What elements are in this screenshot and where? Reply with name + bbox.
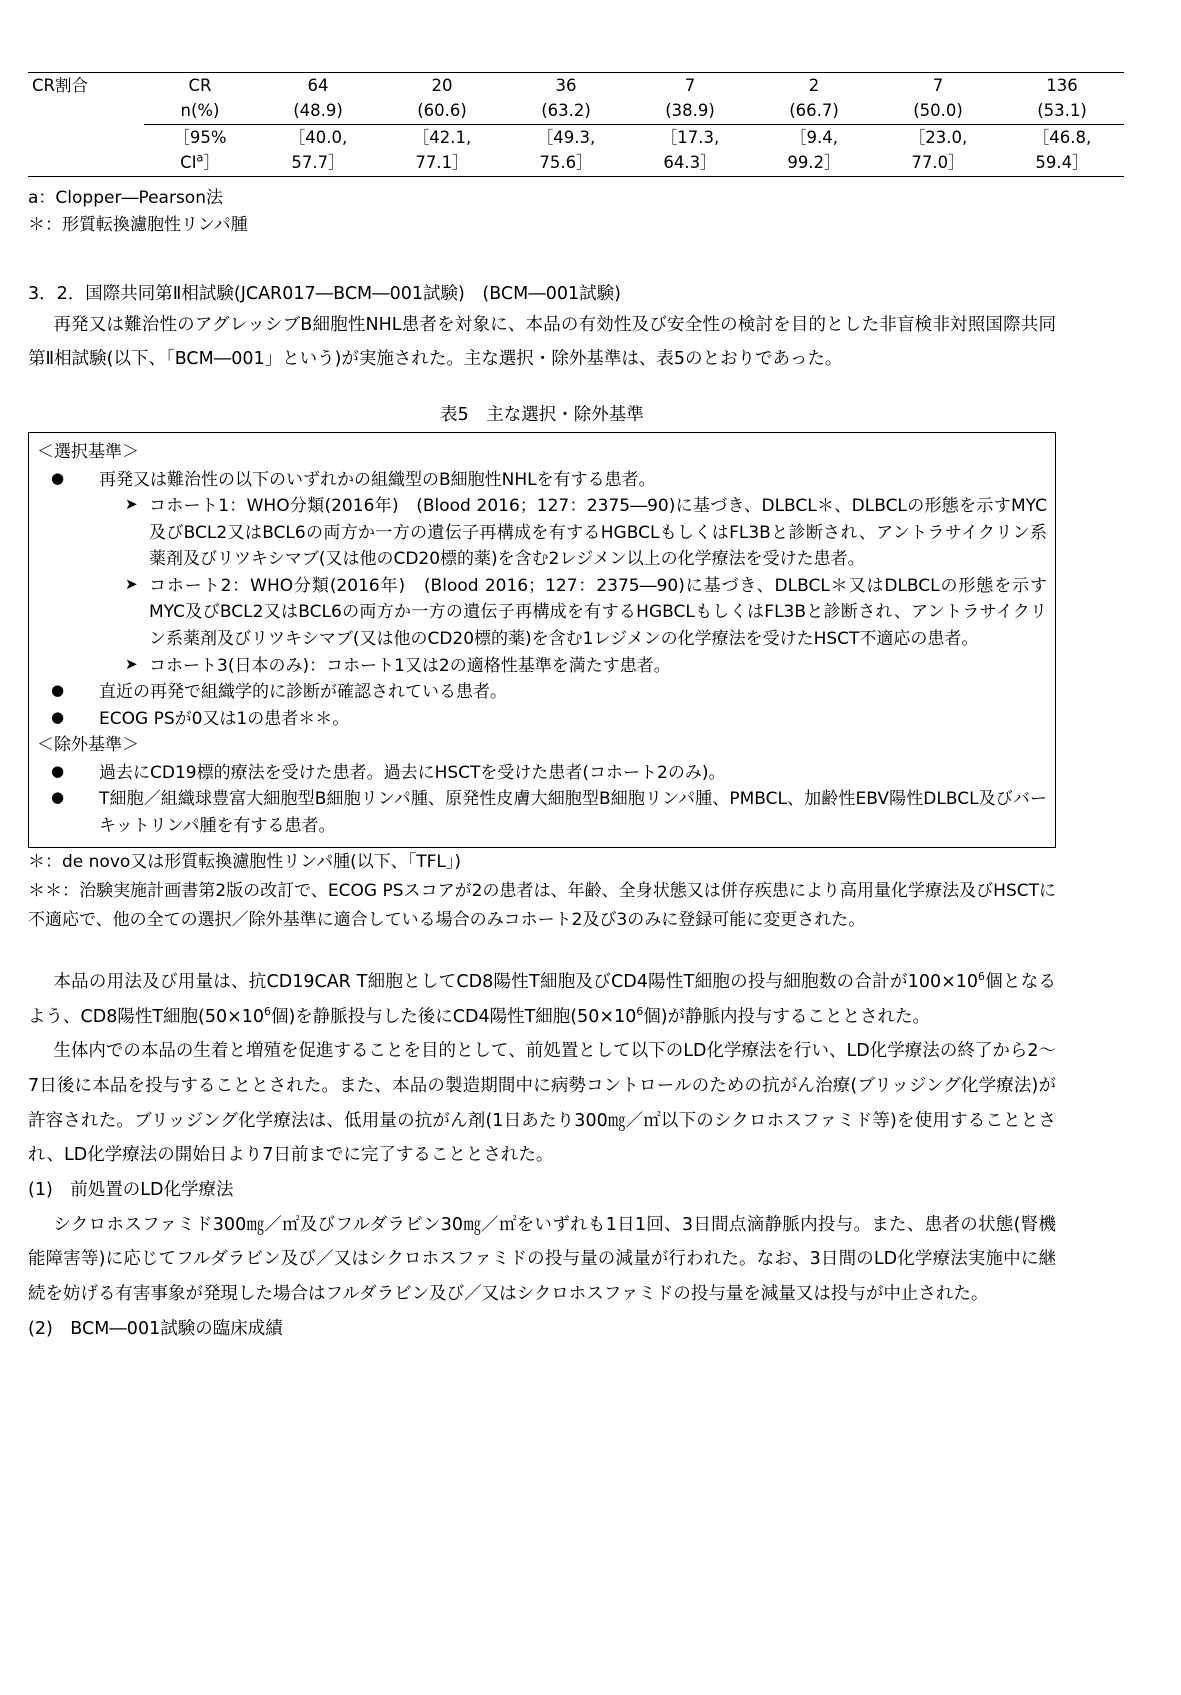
dosing-paragraph-2: 生体内での本品の生着と増殖を促進することを目的として、前処置として以下のLD化学療法を行い、LD化学療法の終了から2〜7日後に本品を投与することとされた。また、本品の製造期間中に病勢コントロールのための抗がん治療(ブリッジング化学療法)が許容された。ブリッジング化学療法は、低用量の抗がん剤(1日あたり300㎎／㎡以下のシクロホスファミド等)を使用することとされ、LD化学療法の開始日より7日前までに完了することとされた。 — [28, 1041, 1056, 1166]
disc-bullet-icon: ● — [51, 681, 65, 700]
disc-bullet-icon: ● — [51, 468, 65, 487]
disc-bullet-icon: ● — [51, 707, 65, 726]
list-item — [37, 679, 1047, 706]
cell-value: (63.2) — [541, 101, 591, 121]
cell-value: (60.6) — [417, 101, 467, 121]
cell-value: 99.2］ — [752, 150, 876, 176]
row-stat: ［95% — [144, 124, 256, 150]
list-item-label: 再発又は難治性の以下のいずれかの組織型のB細胞性NHLを有する患者。 — [99, 469, 656, 490]
list-item — [37, 786, 1047, 839]
row-label — [28, 150, 144, 176]
arrow-bullet-icon: ➤ — [125, 495, 138, 514]
table-note: ＊：形質転換濾胞性リンパ腫 — [28, 215, 248, 236]
list-item-1-paragraph: シクロホスファミド300㎎／㎡及びフルダラビン30㎎／㎡をいずれも1日1回、3日間点滴静脈内投与。また、患者の状態(腎機能障害等)に応じてフルダラビン及び／又はシクロホスファミドの投与量の減量が行われた。なお、3日間のLD化学療法実施中に継続を妨げる有害事象が発現した場合はフルダラビン及び／又はシクロホスファミドの投与量を減量又は投与が中止された。 — [28, 1214, 1056, 1304]
list-item-label: ECOG PSが0又は1の患者＊＊。 — [99, 708, 350, 729]
dosing-part: 本品の用法及び用量は、抗CD19CAR T細胞としてCD8陽性T細胞及びCD4陽性T細胞の投与細胞数の合計が100×10 — [53, 972, 979, 993]
cell-value: 136 — [1000, 73, 1124, 99]
list-item-1-label: (1) 前処置のLD化学療法 — [28, 1179, 234, 1200]
row-label — [28, 98, 144, 124]
disc-bullet-icon: ● — [51, 788, 65, 807]
exponent: 6 — [978, 970, 985, 984]
footnote-single-asterisk — [28, 848, 1056, 877]
table5-footnotes — [28, 848, 1056, 935]
list-item — [37, 467, 1047, 494]
cell-value: 77.0］ — [876, 150, 1000, 176]
cell-value: 64.3］ — [628, 150, 752, 176]
cell-value: 7 — [628, 73, 752, 99]
cell-value: 64 — [256, 73, 380, 99]
cell-value: ［17.3, — [628, 124, 752, 150]
row-label: CR割合 — [28, 73, 144, 99]
ci-suffix: ］ — [203, 153, 220, 173]
row-label — [28, 124, 144, 150]
list-item — [37, 760, 1047, 787]
criteria-box — [28, 432, 1056, 848]
table-row — [28, 150, 1124, 176]
table-row — [28, 73, 1124, 99]
footnote-marker: ＊： — [28, 852, 62, 873]
exponent: 6 — [264, 1004, 271, 1018]
row-stat-ci — [144, 150, 256, 176]
cell-value: 77.1］ — [380, 150, 504, 176]
cell-value: (48.9) — [293, 101, 343, 121]
dosing-paragraph-1 — [28, 965, 1056, 1034]
cell-value: 7 — [876, 73, 1000, 99]
cell-value: (38.9) — [665, 101, 715, 121]
footnote-text: 治験実施計画書第2版の改訂で、ECOG PSスコアが2の患者は、年齢、全身状態又は併存疾患により高用量化学療法及びHSCTに不適応で、他の全ての選択／除外基準に適合している場合のみコホート2及び3のみに登録可能に変更された。 — [28, 881, 1057, 931]
row-stat: n(%) — [180, 101, 220, 121]
list-item-label: コホート1：WHO分類(2016年) (Blood 2016；127：2375―90)に基づき、DLBCL＊、DLBCLの形態を示すMYC及びBCL2又はBCL6の両方か一方の遺伝子再構成を有するHGBCLもしくはFL3Bと診断され、アントラサイクリン系薬剤及びリツキシマブ(又は他のCD20標的薬)を含む2レジメン以上の化学療法を受けた患者。 — [149, 496, 1047, 570]
inclusion-criteria-header: ＜選択基準＞ — [37, 442, 139, 463]
list-item — [37, 706, 1047, 733]
dosing-part: 個)が静脈内投与することとされた。 — [643, 1006, 931, 1027]
cell-value: ［42.1, — [380, 124, 504, 150]
section-paragraph: 再発又は難治性のアグレッシブB細胞性NHL患者を対象に、本品の有効性及び安全性の検討を目的とした非盲検非対照国際共同第Ⅱ相試験(以下、「BCM―001」という)が実施された。主な選択・除外基準は、表5のとおりであった。 — [28, 314, 1056, 370]
dosing-part: 個)を静脈投与した後にCD4陽性T細胞(50×10 — [270, 1006, 637, 1027]
section-heading: 3．2．国際共同第Ⅱ相試験(JCAR017―BCM―001試験) (BCM―001試験) — [28, 283, 621, 304]
footnote-text: de novo又は形質転換濾胞性リンパ腫(以下、「TFL」) — [62, 852, 461, 873]
cell-value: 20 — [380, 73, 504, 99]
cr-rate-table — [28, 72, 1124, 177]
list-item-2-label: (2) BCM―001試験の臨床成績 — [28, 1318, 283, 1339]
list-item — [89, 493, 1047, 573]
list-item-label: コホート3(日本のみ)：コホート1又は2の適格性基準を満たす患者。 — [149, 655, 671, 676]
list-item — [89, 653, 1047, 680]
cell-value: 57.7］ — [256, 150, 380, 176]
cell-value: ［49.3, — [504, 124, 628, 150]
ci-footnote-marker: a — [196, 151, 204, 165]
page-content — [28, 72, 1092, 1346]
list-item-label: 過去にCD19標的療法を受けた患者。過去にHSCTを受けた患者(コホート2のみ)。 — [99, 762, 726, 783]
disc-bullet-icon: ● — [51, 761, 65, 780]
dosing-part: 個となるよう、CD8陽性T細胞(50×10 — [28, 972, 1056, 1027]
exclusion-criteria-header: ＜除外基準＞ — [37, 735, 139, 756]
cell-value: 75.6］ — [504, 150, 628, 176]
arrow-bullet-icon: ➤ — [125, 654, 138, 673]
table-row — [28, 98, 1124, 124]
footnote-marker: ＊＊： — [28, 881, 80, 902]
cell-value: 59.4］ — [1000, 150, 1124, 176]
table-row — [28, 124, 1124, 150]
footnote-double-asterisk — [28, 877, 1056, 935]
cell-value: 36 — [504, 73, 628, 99]
cell-value: ［40.0, — [256, 124, 380, 150]
cell-value: ［9.4, — [752, 124, 876, 150]
cell-value: ［46.8, — [1000, 124, 1124, 150]
list-item-label: T細胞／組織球豊富大細胞型B細胞リンパ腫、原発性皮膚大細胞型B細胞リンパ腫、PMBCL、加齢性EBV陽性DLBCL及びバーキットリンパ腫を有する患者。 — [99, 789, 1047, 836]
table5-caption: 表5 主な選択・除外基準 — [440, 405, 644, 426]
list-item-label: コホート2：WHO分類(2016年) (Blood 2016；127：2375―90)に基づき、DLBCL＊又はDLBCLの形態を示すMYC及びBCL2又はBCL6の両方か一方の遺伝子再構成を有するHGBCLもしくはFL3Bと診断され、アントラサイクリン系薬剤及びリツキシマブ(又は他のCD20標的薬)を含む1レジメンの化学療法を受けたHSCT不適応の患者。 — [149, 575, 1047, 649]
cell-value: (66.7) — [789, 101, 839, 121]
table-notes — [28, 185, 1056, 240]
exponent: 6 — [636, 1004, 644, 1018]
cell-value: ［23.0, — [876, 124, 1000, 150]
cell-value: (50.0) — [913, 101, 963, 121]
ci-prefix: CI — [180, 153, 197, 173]
table-note: a：Clopper―Pearson法 — [28, 187, 223, 208]
arrow-bullet-icon: ➤ — [125, 574, 138, 593]
list-item-label: 直近の再発で組織学的に診断が確認されている患者。 — [99, 682, 507, 703]
cell-value: 2 — [752, 73, 876, 99]
list-item — [89, 573, 1047, 653]
row-stat: CR — [144, 73, 256, 99]
cell-value: (53.1) — [1037, 101, 1087, 121]
